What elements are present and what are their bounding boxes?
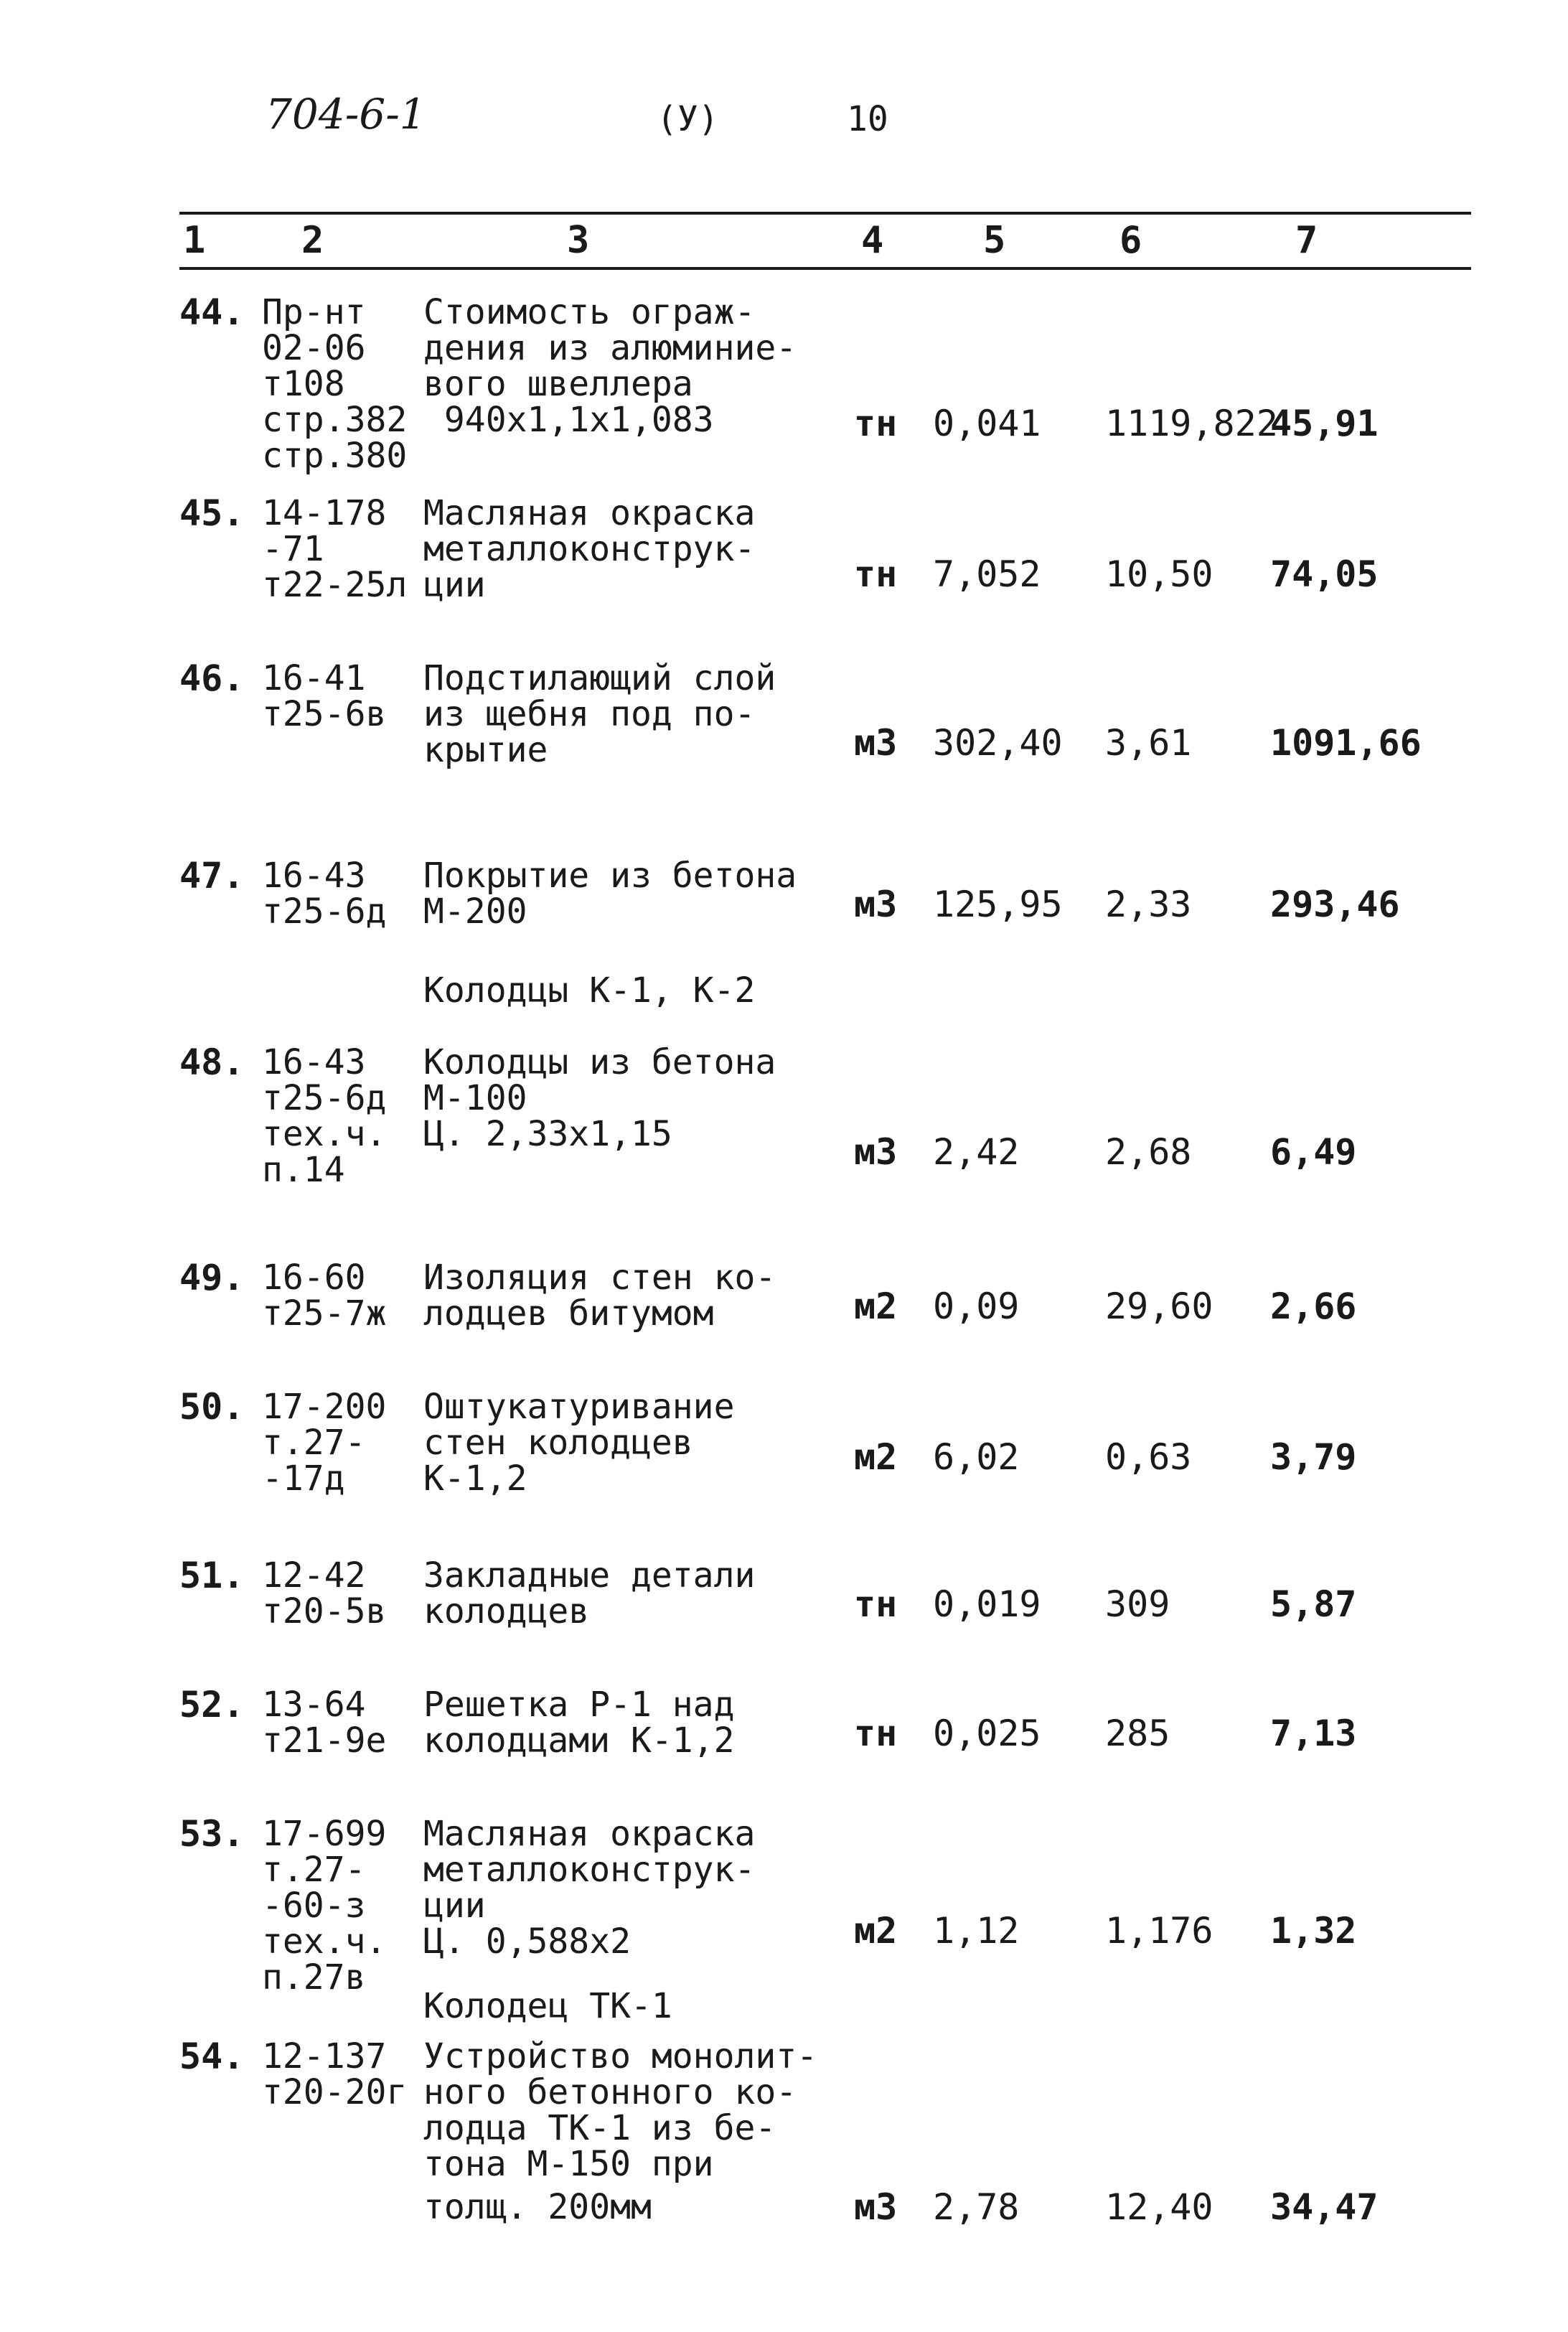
row-code-line: -71 xyxy=(262,529,324,569)
row-description-line: крытие xyxy=(423,730,548,770)
row-unit-price: 12,40 xyxy=(1105,2186,1213,2228)
row-code-line: п.27в xyxy=(262,1957,366,1998)
row-code-line: т25-6в xyxy=(262,694,387,734)
row-code-line: тех.ч. xyxy=(262,1921,387,1962)
row-code-line: стр.382 xyxy=(262,400,408,440)
row-code-line: т25-6д xyxy=(262,1078,387,1118)
row-unit: м3 xyxy=(854,722,898,764)
row-description-line: стен колодцев xyxy=(423,1423,693,1463)
row-quantity: 0,09 xyxy=(933,1286,1020,1327)
col-7-header: 7 xyxy=(1295,219,1318,262)
row-description-line: лодцев битумом xyxy=(423,1293,714,1334)
row-number: 52. xyxy=(179,1684,245,1725)
row-number: 54. xyxy=(179,2036,245,2077)
row-unit: тн xyxy=(854,553,898,595)
col-5-header: 5 xyxy=(983,219,1006,262)
row-quantity: 0,019 xyxy=(933,1583,1041,1625)
row-total: 5,87 xyxy=(1270,1583,1357,1625)
row-total: 1,32 xyxy=(1270,1910,1357,1952)
row-code-line: п.14 xyxy=(262,1150,345,1190)
row-description-line: металлоконструк- xyxy=(423,529,756,569)
row-number: 47. xyxy=(179,855,245,896)
row-description-line: Подстилающий слой xyxy=(423,658,776,698)
row-number: 44. xyxy=(179,291,245,333)
row-quantity: 0,041 xyxy=(933,403,1041,444)
row-code-line: тех.ч. xyxy=(262,1114,387,1154)
row-code-line: 16-41 xyxy=(262,658,366,698)
row-code-line: т108 xyxy=(262,364,345,404)
row-description-line: Колодцы из бетона xyxy=(423,1042,776,1082)
row-total: 293,46 xyxy=(1270,884,1400,925)
row-quantity: 1,12 xyxy=(933,1910,1020,1952)
row-code-line: т20-5в xyxy=(262,1591,387,1631)
row-description-line: металлоконструк- xyxy=(423,1850,756,1890)
row-unit: м3 xyxy=(854,1131,898,1173)
section-heading: Колодцы К-1, К-2 xyxy=(423,970,756,1011)
page-number: 10 xyxy=(847,99,888,139)
col-6-header: 6 xyxy=(1119,219,1142,262)
row-description-line: колодцами К-1,2 xyxy=(423,1720,735,1761)
row-unit: м2 xyxy=(854,1286,898,1327)
row-unit: м2 xyxy=(854,1910,898,1952)
row-unit: тн xyxy=(854,1583,898,1625)
row-code-line: -17д xyxy=(262,1458,345,1499)
row-unit-price: 1,176 xyxy=(1105,1910,1213,1952)
row-total: 45,91 xyxy=(1270,403,1379,444)
row-description-line: К-1,2 xyxy=(423,1458,527,1499)
row-description-line: вого швеллера xyxy=(423,364,693,404)
row-description-line: Покрытие из бетона xyxy=(423,856,797,896)
row-code-line: 14-178 xyxy=(262,493,387,533)
row-code-line: т21-9е xyxy=(262,1720,387,1761)
row-description-line: лодца ТК-1 из бе- xyxy=(423,2108,776,2148)
row-description-line: тона М-150 при xyxy=(423,2144,714,2184)
row-description-line: ции xyxy=(423,565,486,605)
doc-mark: (У) xyxy=(657,99,719,139)
row-unit: м2 xyxy=(854,1436,898,1478)
col-2-header: 2 xyxy=(301,219,324,262)
row-description-line: дения из алюминие- xyxy=(423,328,797,368)
col-3-header: 3 xyxy=(567,219,590,262)
table-top-rule xyxy=(179,212,1471,215)
row-code-line: 17-200 xyxy=(262,1387,387,1427)
row-number: 45. xyxy=(179,492,245,534)
row-code-line: 16-43 xyxy=(262,1042,366,1082)
row-description-line: Устройство монолит- xyxy=(423,2036,818,2076)
row-unit: м3 xyxy=(854,884,898,925)
row-description-line: ного бетонного ко- xyxy=(423,2072,797,2112)
row-unit-price: 2,68 xyxy=(1105,1131,1192,1173)
row-unit-price: 29,60 xyxy=(1105,1286,1213,1327)
row-unit-price: 3,61 xyxy=(1105,722,1192,764)
row-code-line: т25-6д xyxy=(262,891,387,932)
row-quantity: 2,78 xyxy=(933,2186,1020,2228)
row-number: 53. xyxy=(179,1813,245,1855)
row-unit-price: 10,50 xyxy=(1105,553,1213,595)
row-unit-price: 285 xyxy=(1105,1713,1170,1754)
row-code-line: т20-20г xyxy=(262,2072,408,2112)
row-number: 48. xyxy=(179,1041,245,1083)
row-code-line: 12-137 xyxy=(262,2036,387,2076)
row-code-line: т25-7ж xyxy=(262,1293,387,1334)
row-description-line: Изоляция стен ко- xyxy=(423,1258,776,1298)
row-total: 7,13 xyxy=(1270,1713,1357,1754)
section-heading: Колодец ТК-1 xyxy=(423,1986,672,2026)
row-code-line: т.27- xyxy=(262,1850,366,1890)
row-unit-price: 0,63 xyxy=(1105,1436,1192,1478)
row-code-line: 12-42 xyxy=(262,1555,366,1596)
row-description-line: Масляная окраска xyxy=(423,493,756,533)
row-description-line: Стоимость ограж- xyxy=(423,292,756,332)
row-number: 46. xyxy=(179,657,245,699)
row-description-line: Масляная окраска xyxy=(423,1814,756,1854)
row-description-line: М-100 xyxy=(423,1078,527,1118)
row-description-line: М-200 xyxy=(423,891,527,932)
row-unit: м3 xyxy=(854,2186,898,2228)
doc-code: 704-6-1 xyxy=(266,90,426,139)
row-description-line: колодцев xyxy=(423,1591,590,1631)
row-unit: тн xyxy=(854,1713,898,1754)
row-total: 6,49 xyxy=(1270,1131,1357,1173)
row-description-line: Закладные детали xyxy=(423,1555,756,1596)
row-code-line: Пр-нт xyxy=(262,292,366,332)
row-quantity: 125,95 xyxy=(933,884,1063,925)
row-code-line: стр.380 xyxy=(262,436,408,476)
row-quantity: 0,025 xyxy=(933,1713,1041,1754)
row-total: 3,79 xyxy=(1270,1436,1357,1478)
row-code-line: 16-60 xyxy=(262,1258,366,1298)
col-1-header: 1 xyxy=(183,219,206,262)
row-description-line: Оштукатуривание xyxy=(423,1387,735,1427)
row-number: 51. xyxy=(179,1555,245,1596)
row-description-line: 940х1,1х1,083 xyxy=(423,400,714,440)
row-total: 1091,66 xyxy=(1270,722,1422,764)
row-description-line: толщ. 200мм xyxy=(423,2187,652,2227)
row-unit-price: 1119,822 xyxy=(1105,403,1278,444)
row-description-line: Решетка Р-1 над xyxy=(423,1685,735,1725)
table-header-rule xyxy=(179,267,1471,270)
row-quantity: 7,052 xyxy=(933,553,1041,595)
row-unit-price: 2,33 xyxy=(1105,884,1192,925)
row-code-line: 13-64 xyxy=(262,1685,366,1725)
row-code-line: т.27- xyxy=(262,1423,366,1463)
row-total: 2,66 xyxy=(1270,1286,1357,1327)
row-unit-price: 309 xyxy=(1105,1583,1170,1625)
row-code-line: 17-699 xyxy=(262,1814,387,1854)
row-code-line: 02-06 xyxy=(262,328,366,368)
row-description-line: Ц. 2,33х1,15 xyxy=(423,1114,672,1154)
row-number: 50. xyxy=(179,1386,245,1428)
row-unit: тн xyxy=(854,403,898,444)
row-code-line: т22-25л xyxy=(262,565,408,605)
row-description-line: из щебня под по- xyxy=(423,694,756,734)
row-quantity: 302,40 xyxy=(933,722,1063,764)
row-description-line: Ц. 0,588х2 xyxy=(423,1921,631,1962)
col-4-header: 4 xyxy=(861,219,884,262)
row-number: 49. xyxy=(179,1257,245,1298)
row-quantity: 2,42 xyxy=(933,1131,1020,1173)
row-description-line: ции xyxy=(423,1886,486,1926)
row-quantity: 6,02 xyxy=(933,1436,1020,1478)
row-total: 74,05 xyxy=(1270,553,1379,595)
row-code-line: 16-43 xyxy=(262,856,366,896)
row-code-line: -60-з xyxy=(262,1886,366,1926)
row-total: 34,47 xyxy=(1270,2186,1379,2228)
